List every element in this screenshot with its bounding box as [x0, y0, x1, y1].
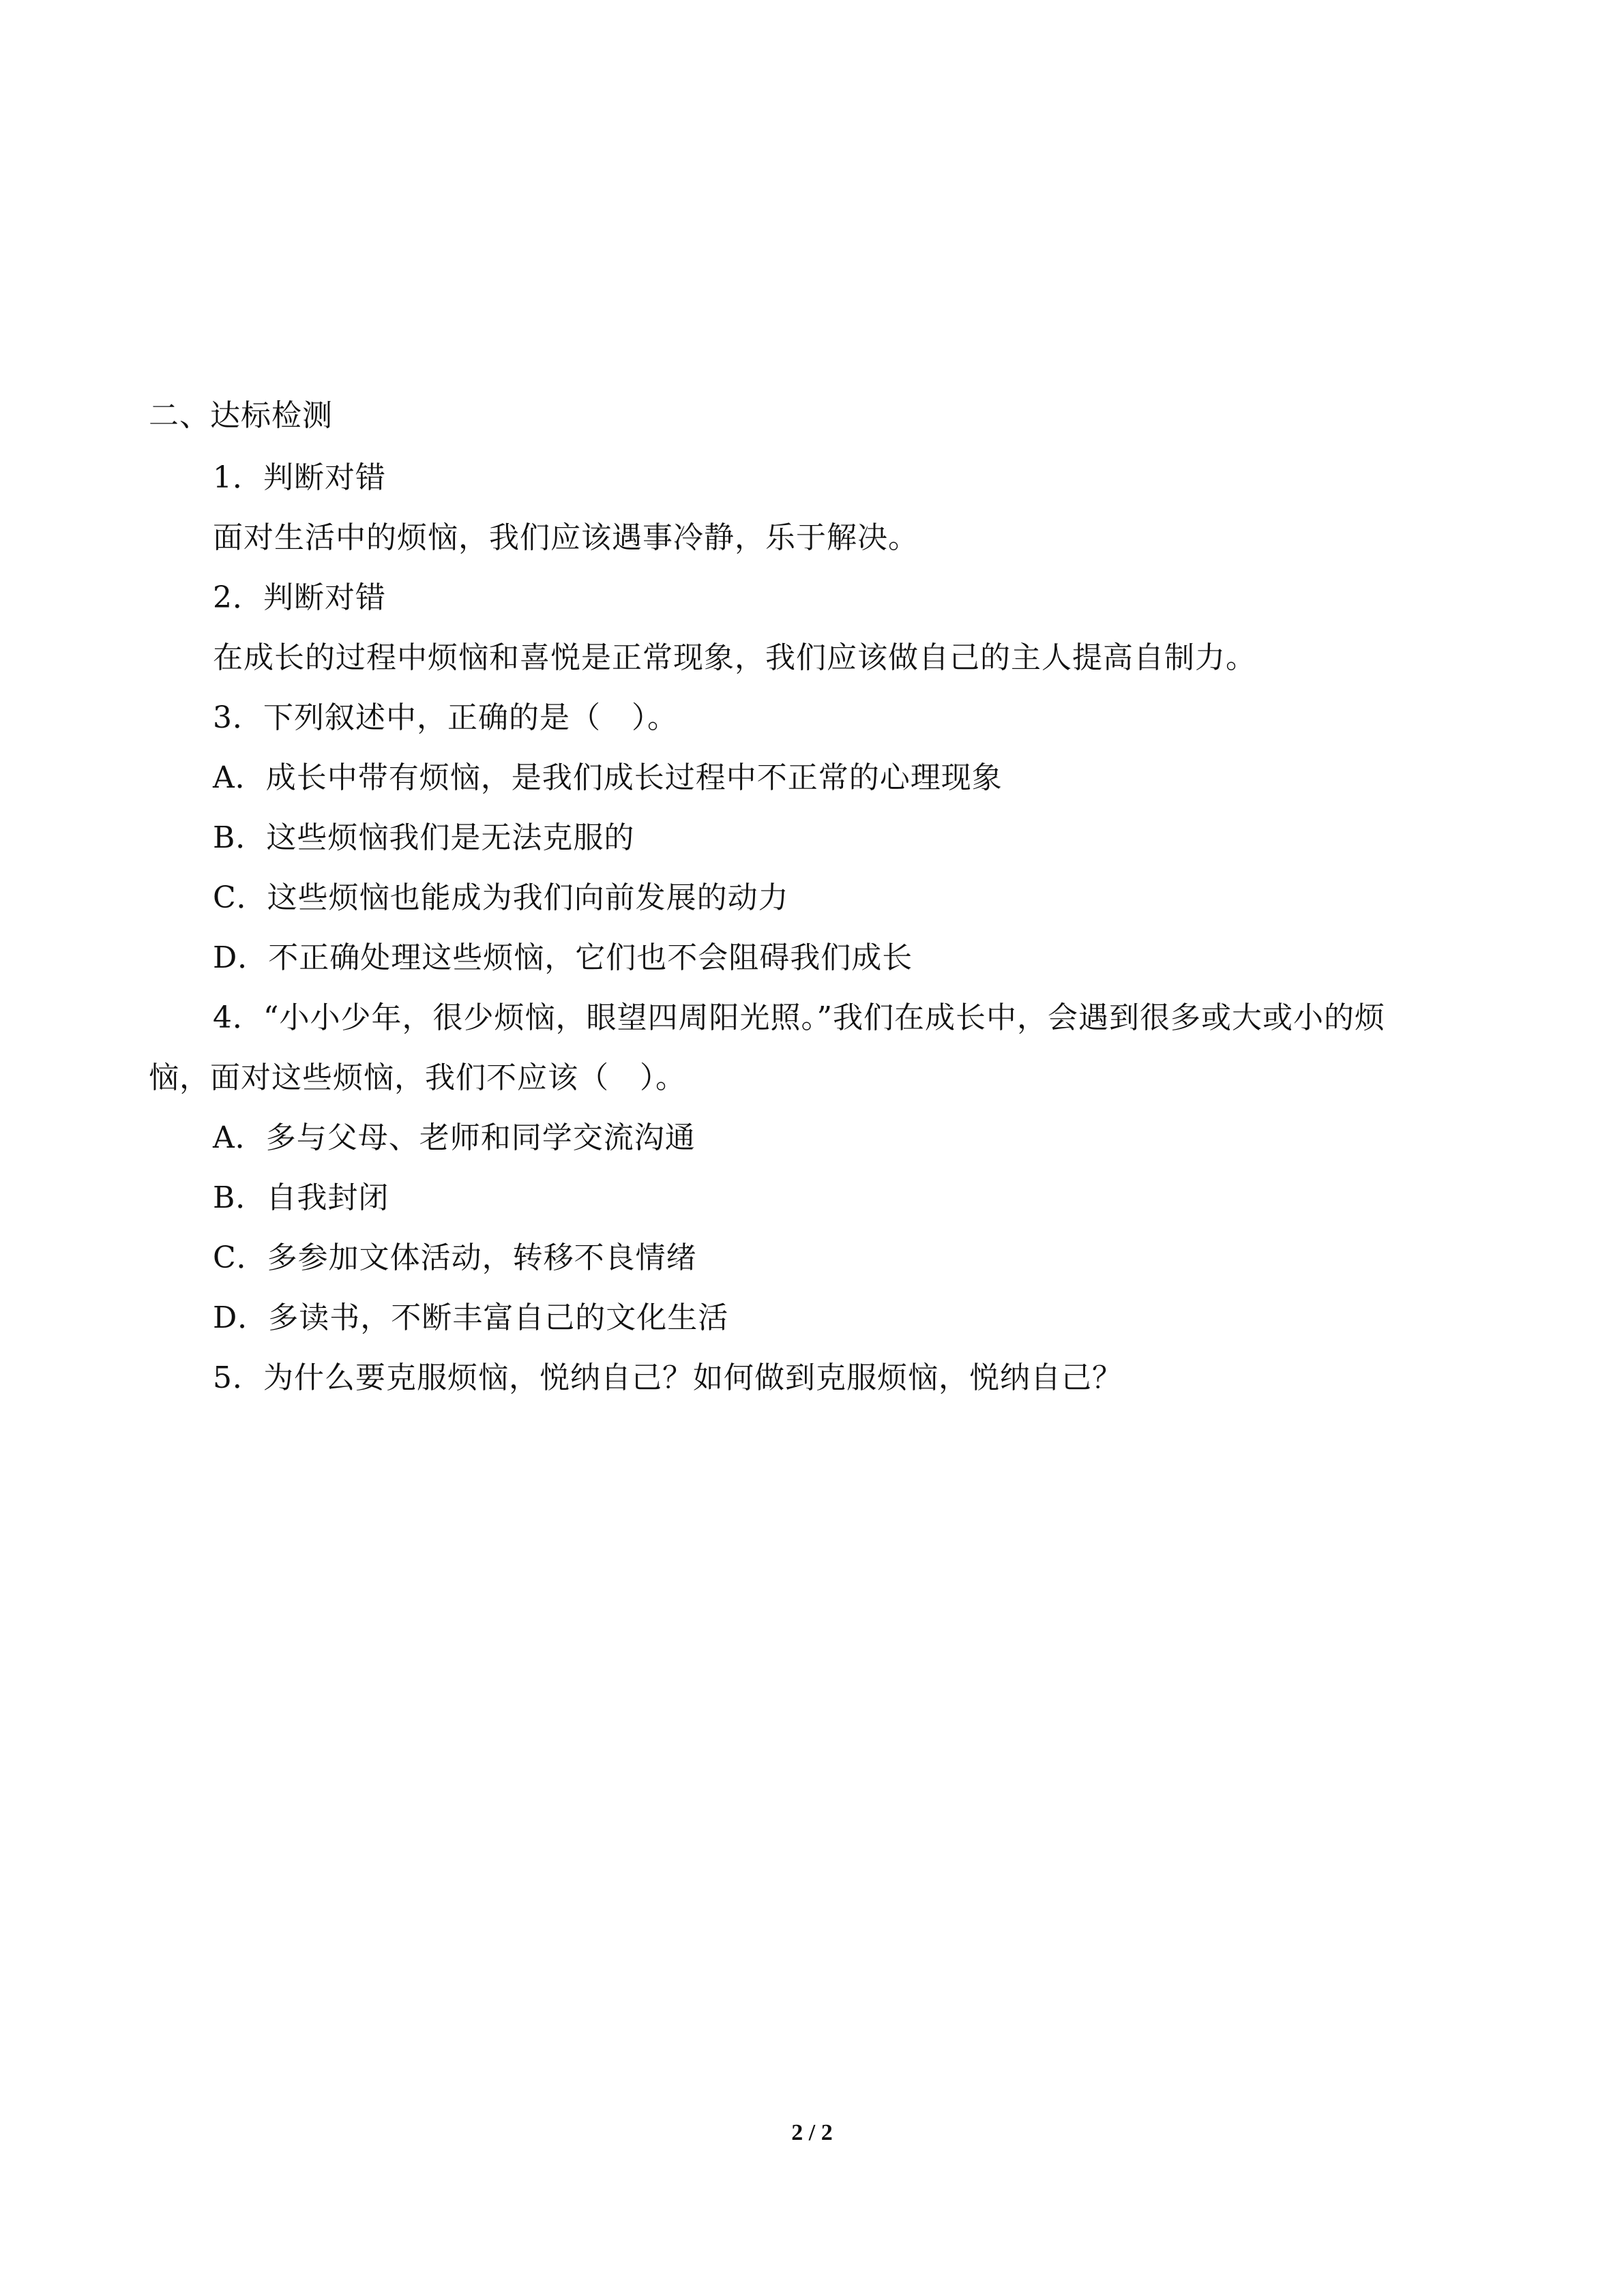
- q3-option-b: B．这些烦恼我们是无法克服的: [213, 820, 635, 855]
- q3-option-d: D．不正确处理这些烦恼，它们也不会阻碍我们成长: [213, 940, 913, 975]
- q2-body: 在成长的过程中烦恼和喜悦是正常现象，我们应该做自己的主人提高自制力。: [213, 640, 1256, 675]
- q4-stem-line2: 恼，面对这些烦恼，我们不应该（ ）。: [149, 1060, 686, 1095]
- q4-option-d: D．多读书，不断丰富自己的文化生活: [213, 1300, 729, 1335]
- q1-body: 面对生活中的烦恼，我们应该遇事冷静，乐于解决。: [213, 520, 919, 555]
- page-number: 2 / 2: [791, 2120, 833, 2145]
- q3-option-c: C．这些烦恼也能成为我们向前发展的动力: [213, 880, 789, 915]
- q4-option-b: B．自我封闭: [213, 1180, 389, 1215]
- q3-stem: 3．下列叙述中，正确的是（ ）。: [213, 700, 678, 735]
- q5-stem: 5．为什么要克服烦恼，悦纳自己？如何做到克服烦恼，悦纳自己？: [213, 1360, 1123, 1395]
- q4-option-c: C．多参加文体活动，转移不良情绪: [213, 1240, 697, 1275]
- q4-option-a: A．多与父母、老师和同学交流沟通: [213, 1120, 696, 1155]
- section-title: 二、达标检测: [149, 398, 333, 433]
- q1-label: 1．判断对错: [213, 460, 386, 495]
- q4-stem-line1: 4．“小小少年，很少烦恼，眼望四周阳光照。”我们在成长中，会遇到很多或大或小的烦: [213, 1000, 1385, 1035]
- q2-label: 2．判断对错: [213, 580, 386, 615]
- q3-option-a: A．成长中带有烦恼，是我们成长过程中不正常的心理现象: [213, 760, 1003, 795]
